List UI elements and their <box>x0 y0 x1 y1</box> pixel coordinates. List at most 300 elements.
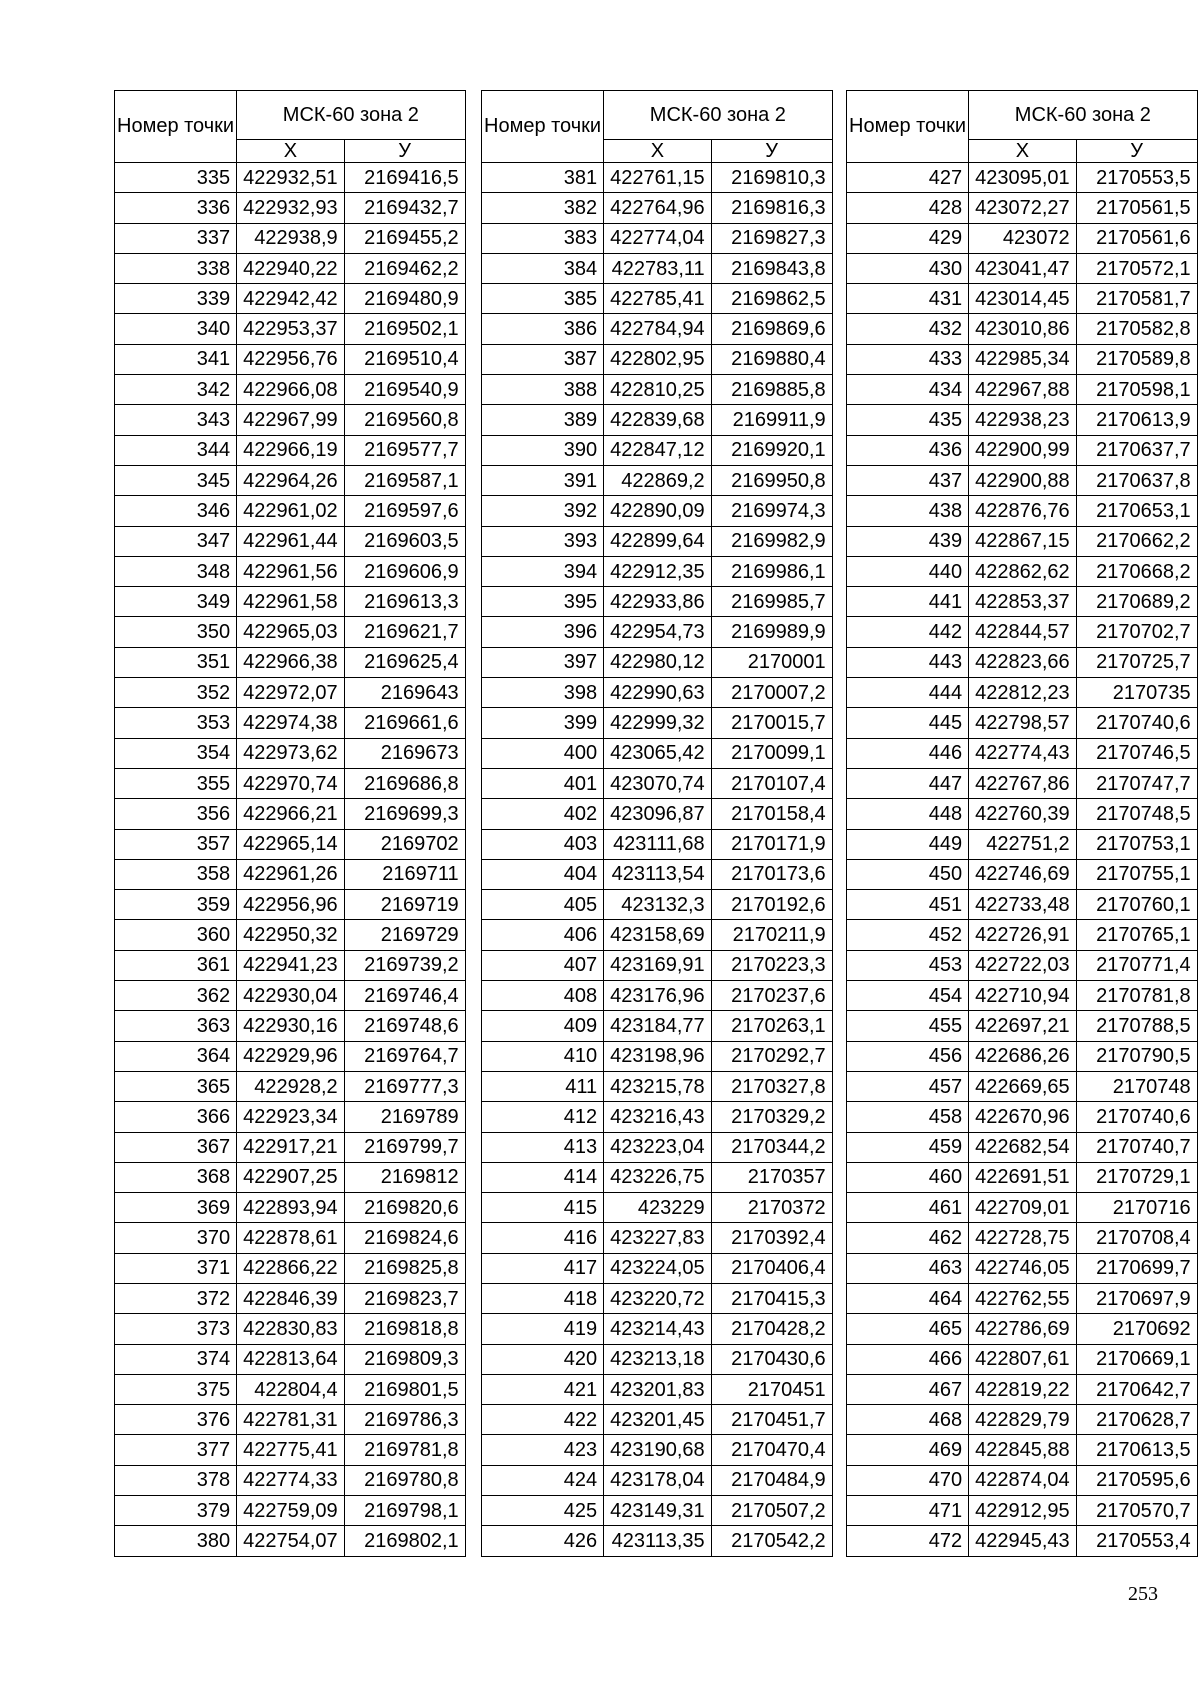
y-coordinate-cell: 2170192,6 <box>711 890 832 920</box>
y-coordinate-cell: 2170470,4 <box>711 1435 832 1465</box>
y-coordinate-cell: 2170735 <box>1076 678 1197 708</box>
y-coordinate-cell: 2170158,4 <box>711 799 832 829</box>
x-coordinate-cell: 422844,57 <box>969 617 1077 647</box>
point-number-cell: 397 <box>482 647 604 677</box>
y-coordinate-cell: 2169510,4 <box>344 344 465 374</box>
y-coordinate-cell: 2169661,6 <box>344 708 465 738</box>
x-column-header: Х <box>237 140 345 163</box>
point-number-cell: 351 <box>115 647 237 677</box>
point-number-cell: 361 <box>115 950 237 980</box>
point-number-cell: 338 <box>115 253 237 283</box>
table-row <box>482 890 833 920</box>
point-number-cell: 429 <box>847 223 969 253</box>
y-coordinate-cell: 2169801,5 <box>344 1374 465 1404</box>
y-coordinate-cell: 2169812 <box>344 1162 465 1192</box>
x-coordinate-cell: 422670,96 <box>969 1102 1077 1132</box>
x-coordinate-cell: 422961,56 <box>237 556 345 586</box>
y-coordinate-cell: 2169982,9 <box>711 526 832 556</box>
x-coordinate-cell: 422956,76 <box>237 344 345 374</box>
x-coordinate-cell: 422961,44 <box>237 526 345 556</box>
x-coordinate-cell: 423065,42 <box>604 738 712 768</box>
point-number-cell: 395 <box>482 587 604 617</box>
x-coordinate-cell: 422932,93 <box>237 193 345 223</box>
point-number-cell: 412 <box>482 1102 604 1132</box>
table-row <box>482 1132 833 1162</box>
x-coordinate-cell: 422899,64 <box>604 526 712 556</box>
x-coordinate-cell: 422746,05 <box>969 1253 1077 1283</box>
table-row <box>115 526 466 556</box>
point-number-cell: 360 <box>115 920 237 950</box>
point-number-cell: 436 <box>847 435 969 465</box>
point-number-header: Номер точки <box>847 91 969 163</box>
x-coordinate-cell: 422876,76 <box>969 496 1077 526</box>
point-number-cell: 364 <box>115 1041 237 1071</box>
point-number-cell: 382 <box>482 193 604 223</box>
point-number-cell: 375 <box>115 1374 237 1404</box>
table-row <box>847 405 1198 435</box>
y-coordinate-cell: 2169739,2 <box>344 950 465 980</box>
table-row <box>115 617 466 647</box>
x-coordinate-cell: 423216,43 <box>604 1102 712 1132</box>
point-number-cell: 462 <box>847 1223 969 1253</box>
point-number-cell: 420 <box>482 1344 604 1374</box>
table-row <box>482 859 833 889</box>
table-row <box>115 1011 466 1041</box>
point-number-cell: 335 <box>115 163 237 193</box>
point-number-cell: 381 <box>482 163 604 193</box>
point-number-cell: 367 <box>115 1132 237 1162</box>
table-row <box>847 708 1198 738</box>
y-coordinate-cell: 2170223,3 <box>711 950 832 980</box>
y-coordinate-cell: 2170760,1 <box>1076 890 1197 920</box>
x-coordinate-cell: 423158,69 <box>604 920 712 950</box>
x-coordinate-cell: 422874,04 <box>969 1465 1077 1495</box>
x-coordinate-cell: 423223,04 <box>604 1132 712 1162</box>
x-coordinate-cell: 422812,23 <box>969 678 1077 708</box>
x-coordinate-cell: 423113,35 <box>604 1526 712 1556</box>
x-coordinate-cell: 422783,11 <box>604 253 712 283</box>
x-coordinate-cell: 422775,41 <box>237 1435 345 1465</box>
point-number-cell: 471 <box>847 1496 969 1526</box>
y-coordinate-cell: 2170598,1 <box>1076 375 1197 405</box>
point-number-cell: 380 <box>115 1526 237 1556</box>
x-coordinate-cell: 422890,09 <box>604 496 712 526</box>
point-number-cell: 431 <box>847 284 969 314</box>
table-row <box>115 405 466 435</box>
x-coordinate-cell: 422761,15 <box>604 163 712 193</box>
point-number-cell: 386 <box>482 314 604 344</box>
x-coordinate-cell: 423010,86 <box>969 314 1077 344</box>
x-coordinate-cell: 422967,99 <box>237 405 345 435</box>
table-row <box>115 1071 466 1101</box>
x-coordinate-cell: 422990,63 <box>604 678 712 708</box>
y-coordinate-cell: 2170171,9 <box>711 829 832 859</box>
y-coordinate-cell: 2170107,4 <box>711 768 832 798</box>
y-coordinate-cell: 2170740,6 <box>1076 708 1197 738</box>
x-coordinate-cell: 422938,9 <box>237 223 345 253</box>
point-number-cell: 447 <box>847 768 969 798</box>
point-number-cell: 460 <box>847 1162 969 1192</box>
x-coordinate-cell: 422878,61 <box>237 1223 345 1253</box>
x-coordinate-cell: 423096,87 <box>604 799 712 829</box>
x-coordinate-cell: 422912,95 <box>969 1496 1077 1526</box>
point-number-cell: 398 <box>482 678 604 708</box>
y-coordinate-cell: 2170668,2 <box>1076 556 1197 586</box>
table-row <box>847 556 1198 586</box>
table-row <box>482 526 833 556</box>
table-row <box>482 950 833 980</box>
point-number-cell: 374 <box>115 1344 237 1374</box>
x-coordinate-cell: 423190,68 <box>604 1435 712 1465</box>
y-coordinate-cell: 2170570,7 <box>1076 1496 1197 1526</box>
table-row <box>115 768 466 798</box>
point-number-cell: 385 <box>482 284 604 314</box>
y-coordinate-cell: 2169719 <box>344 890 465 920</box>
x-coordinate-cell: 422966,38 <box>237 647 345 677</box>
y-coordinate-cell: 2170582,8 <box>1076 314 1197 344</box>
point-number-cell: 414 <box>482 1162 604 1192</box>
table-row <box>847 344 1198 374</box>
y-coordinate-cell: 2169789 <box>344 1102 465 1132</box>
point-number-cell: 372 <box>115 1283 237 1313</box>
table-row <box>847 193 1198 223</box>
x-coordinate-cell: 422853,37 <box>969 587 1077 617</box>
y-coordinate-cell: 2170372 <box>711 1193 832 1223</box>
point-number-cell: 425 <box>482 1496 604 1526</box>
point-number-cell: 470 <box>847 1465 969 1495</box>
table-row <box>482 708 833 738</box>
y-coordinate-cell: 2170716 <box>1076 1193 1197 1223</box>
point-number-cell: 399 <box>482 708 604 738</box>
x-coordinate-cell: 422697,21 <box>969 1011 1077 1041</box>
point-number-cell: 472 <box>847 1526 969 1556</box>
table-row <box>482 1405 833 1435</box>
table-row <box>115 163 466 193</box>
y-coordinate-cell: 2169843,8 <box>711 253 832 283</box>
x-coordinate-cell: 422839,68 <box>604 405 712 435</box>
y-coordinate-cell: 2170357 <box>711 1162 832 1192</box>
x-coordinate-cell: 422974,38 <box>237 708 345 738</box>
table-row <box>847 1102 1198 1132</box>
table-row <box>847 1132 1198 1162</box>
point-number-cell: 347 <box>115 526 237 556</box>
y-coordinate-cell: 2170595,6 <box>1076 1465 1197 1495</box>
point-number-cell: 410 <box>482 1041 604 1071</box>
y-coordinate-cell: 2169673 <box>344 738 465 768</box>
y-coordinate-cell: 2170748 <box>1076 1071 1197 1101</box>
point-number-cell: 377 <box>115 1435 237 1465</box>
table-row <box>847 1344 1198 1374</box>
y-coordinate-cell: 2169862,5 <box>711 284 832 314</box>
point-number-cell: 458 <box>847 1102 969 1132</box>
x-coordinate-cell: 423224,05 <box>604 1253 712 1283</box>
point-number-cell: 461 <box>847 1193 969 1223</box>
point-number-cell: 464 <box>847 1283 969 1313</box>
x-coordinate-cell: 422751,2 <box>969 829 1077 859</box>
y-coordinate-cell: 2169869,6 <box>711 314 832 344</box>
x-coordinate-cell: 422813,64 <box>237 1344 345 1374</box>
x-coordinate-cell: 422938,23 <box>969 405 1077 435</box>
table-row <box>847 738 1198 768</box>
x-coordinate-cell: 422966,08 <box>237 375 345 405</box>
point-number-cell: 343 <box>115 405 237 435</box>
x-coordinate-cell: 422845,88 <box>969 1435 1077 1465</box>
y-coordinate-cell: 2170765,1 <box>1076 920 1197 950</box>
point-number-cell: 396 <box>482 617 604 647</box>
point-number-cell: 368 <box>115 1162 237 1192</box>
point-number-cell: 342 <box>115 375 237 405</box>
y-coordinate-cell: 2170428,2 <box>711 1314 832 1344</box>
x-coordinate-cell: 422819,22 <box>969 1374 1077 1404</box>
coordinates-table-3 <box>846 90 1198 1557</box>
y-coordinate-cell: 2170753,1 <box>1076 829 1197 859</box>
x-coordinate-cell: 422945,43 <box>969 1526 1077 1556</box>
x-coordinate-cell: 422733,48 <box>969 890 1077 920</box>
point-number-cell: 358 <box>115 859 237 889</box>
y-coordinate-cell: 2170572,1 <box>1076 253 1197 283</box>
point-number-cell: 440 <box>847 556 969 586</box>
table-row <box>482 496 833 526</box>
point-number-cell: 389 <box>482 405 604 435</box>
point-number-cell: 344 <box>115 435 237 465</box>
table-body <box>482 163 833 1557</box>
y-coordinate-cell: 2169587,1 <box>344 465 465 495</box>
y-coordinate-cell: 2170553,5 <box>1076 163 1197 193</box>
table-row <box>482 1314 833 1344</box>
y-coordinate-cell: 2169824,6 <box>344 1223 465 1253</box>
point-number-cell: 349 <box>115 587 237 617</box>
table-row <box>847 526 1198 556</box>
x-coordinate-cell: 422774,43 <box>969 738 1077 768</box>
table-row <box>847 1283 1198 1313</box>
y-coordinate-cell: 2169777,3 <box>344 1071 465 1101</box>
point-number-cell: 416 <box>482 1223 604 1253</box>
x-coordinate-cell: 422829,79 <box>969 1405 1077 1435</box>
table-row <box>482 1223 833 1253</box>
point-number-cell: 354 <box>115 738 237 768</box>
x-coordinate-cell: 423213,18 <box>604 1344 712 1374</box>
y-coordinate-cell: 2169432,7 <box>344 193 465 223</box>
y-coordinate-cell: 2169746,4 <box>344 981 465 1011</box>
table-row <box>115 1496 466 1526</box>
y-coordinate-cell: 2169606,9 <box>344 556 465 586</box>
y-coordinate-cell: 2170613,5 <box>1076 1435 1197 1465</box>
point-number-cell: 336 <box>115 193 237 223</box>
point-number-cell: 427 <box>847 163 969 193</box>
y-coordinate-cell: 2170099,1 <box>711 738 832 768</box>
table-row <box>847 981 1198 1011</box>
point-number-cell: 432 <box>847 314 969 344</box>
table-row <box>482 1071 833 1101</box>
table-row <box>847 1314 1198 1344</box>
y-coordinate-cell: 2170708,4 <box>1076 1223 1197 1253</box>
point-number-cell: 459 <box>847 1132 969 1162</box>
point-number-cell: 379 <box>115 1496 237 1526</box>
x-coordinate-cell: 423169,91 <box>604 950 712 980</box>
x-coordinate-cell: 423227,83 <box>604 1223 712 1253</box>
y-coordinate-cell: 2169455,2 <box>344 223 465 253</box>
x-coordinate-cell: 422929,96 <box>237 1041 345 1071</box>
table-row <box>115 556 466 586</box>
y-coordinate-cell: 2169686,8 <box>344 768 465 798</box>
x-coordinate-cell: 423220,72 <box>604 1283 712 1313</box>
y-coordinate-cell: 2169786,3 <box>344 1405 465 1435</box>
x-coordinate-cell: 422930,16 <box>237 1011 345 1041</box>
y-column-header: У <box>1076 140 1197 163</box>
x-coordinate-cell: 422900,99 <box>969 435 1077 465</box>
y-coordinate-cell: 2170771,4 <box>1076 950 1197 980</box>
y-coordinate-cell: 2169985,7 <box>711 587 832 617</box>
point-number-cell: 451 <box>847 890 969 920</box>
y-coordinate-cell: 2170173,6 <box>711 859 832 889</box>
x-coordinate-cell: 422966,19 <box>237 435 345 465</box>
x-column-header: Х <box>969 140 1077 163</box>
y-coordinate-cell: 2170237,6 <box>711 981 832 1011</box>
y-coordinate-cell: 2169986,1 <box>711 556 832 586</box>
table-row <box>115 1041 466 1071</box>
table-row <box>115 314 466 344</box>
y-coordinate-cell: 2170451 <box>711 1374 832 1404</box>
table-row <box>115 1526 466 1556</box>
point-number-cell: 371 <box>115 1253 237 1283</box>
x-coordinate-cell: 422847,12 <box>604 435 712 465</box>
x-coordinate-cell: 422686,26 <box>969 1041 1077 1071</box>
point-number-cell: 446 <box>847 738 969 768</box>
point-number-cell: 369 <box>115 1193 237 1223</box>
point-number-cell: 393 <box>482 526 604 556</box>
y-coordinate-cell: 2169823,7 <box>344 1283 465 1313</box>
x-coordinate-cell: 422912,35 <box>604 556 712 586</box>
table-row <box>847 163 1198 193</box>
table-row <box>115 193 466 223</box>
point-number-cell: 417 <box>482 1253 604 1283</box>
y-column-header: У <box>344 140 465 163</box>
y-coordinate-cell: 2170662,2 <box>1076 526 1197 556</box>
x-coordinate-cell: 422941,23 <box>237 950 345 980</box>
table-row <box>482 1344 833 1374</box>
table-row <box>115 1405 466 1435</box>
x-coordinate-cell: 423072 <box>969 223 1077 253</box>
y-coordinate-cell: 2169711 <box>344 859 465 889</box>
x-coordinate-cell: 422726,91 <box>969 920 1077 950</box>
table-row <box>847 587 1198 617</box>
x-coordinate-cell: 423132,3 <box>604 890 712 920</box>
y-coordinate-cell: 2169613,3 <box>344 587 465 617</box>
point-number-cell: 362 <box>115 981 237 1011</box>
table-row <box>482 314 833 344</box>
y-coordinate-cell: 2169802,1 <box>344 1526 465 1556</box>
table-row <box>847 1253 1198 1283</box>
y-coordinate-cell: 2170329,2 <box>711 1102 832 1132</box>
x-coordinate-cell: 422985,34 <box>969 344 1077 374</box>
point-number-cell: 407 <box>482 950 604 980</box>
table-row <box>847 1193 1198 1223</box>
table-row <box>482 1465 833 1495</box>
point-number-cell: 424 <box>482 1465 604 1495</box>
table-row <box>482 1011 833 1041</box>
table-row <box>115 799 466 829</box>
y-coordinate-cell: 2169920,1 <box>711 435 832 465</box>
x-coordinate-cell: 422923,34 <box>237 1102 345 1132</box>
y-coordinate-cell: 2170451,7 <box>711 1405 832 1435</box>
table-row <box>847 950 1198 980</box>
y-coordinate-cell: 2170542,2 <box>711 1526 832 1556</box>
y-coordinate-cell: 2169798,1 <box>344 1496 465 1526</box>
table-row <box>847 1465 1198 1495</box>
y-coordinate-cell: 2170344,2 <box>711 1132 832 1162</box>
table-row <box>482 920 833 950</box>
table-row <box>115 829 466 859</box>
table-row <box>847 284 1198 314</box>
table-body <box>847 163 1198 1557</box>
point-number-cell: 457 <box>847 1071 969 1101</box>
page-number: 253 <box>1128 1583 1158 1605</box>
y-coordinate-cell: 2170748,5 <box>1076 799 1197 829</box>
table-row <box>482 253 833 283</box>
y-coordinate-cell: 2169748,6 <box>344 1011 465 1041</box>
y-coordinate-cell: 2170755,1 <box>1076 859 1197 889</box>
y-coordinate-cell: 2169560,8 <box>344 405 465 435</box>
table-row <box>847 799 1198 829</box>
y-coordinate-cell: 2170697,9 <box>1076 1283 1197 1313</box>
point-number-cell: 401 <box>482 768 604 798</box>
x-coordinate-cell: 422746,69 <box>969 859 1077 889</box>
x-coordinate-cell: 423178,04 <box>604 1465 712 1495</box>
point-number-cell: 348 <box>115 556 237 586</box>
point-number-cell: 404 <box>482 859 604 889</box>
table-row <box>115 738 466 768</box>
x-coordinate-cell: 422830,83 <box>237 1314 345 1344</box>
table-row <box>115 647 466 677</box>
x-coordinate-cell: 423184,77 <box>604 1011 712 1041</box>
table-row <box>847 1071 1198 1101</box>
y-coordinate-cell: 2169816,3 <box>711 193 832 223</box>
y-coordinate-cell: 2170725,7 <box>1076 647 1197 677</box>
point-number-cell: 469 <box>847 1435 969 1465</box>
table-row <box>482 829 833 859</box>
table-row <box>482 799 833 829</box>
x-coordinate-cell: 422785,41 <box>604 284 712 314</box>
table-row <box>115 1162 466 1192</box>
table-row <box>847 223 1198 253</box>
x-coordinate-cell: 422798,57 <box>969 708 1077 738</box>
y-coordinate-cell: 2169729 <box>344 920 465 950</box>
y-coordinate-cell: 2170746,5 <box>1076 738 1197 768</box>
point-number-cell: 450 <box>847 859 969 889</box>
point-number-cell: 341 <box>115 344 237 374</box>
point-number-cell: 434 <box>847 375 969 405</box>
table-row <box>115 435 466 465</box>
table-row <box>847 465 1198 495</box>
y-coordinate-cell: 2169885,8 <box>711 375 832 405</box>
x-coordinate-cell: 422722,03 <box>969 950 1077 980</box>
table-row <box>482 981 833 1011</box>
y-coordinate-cell: 2170561,6 <box>1076 223 1197 253</box>
table-row <box>115 981 466 1011</box>
point-number-cell: 466 <box>847 1344 969 1374</box>
point-number-cell: 394 <box>482 556 604 586</box>
point-number-cell: 346 <box>115 496 237 526</box>
x-coordinate-cell: 423214,43 <box>604 1314 712 1344</box>
y-coordinate-cell: 2170637,7 <box>1076 435 1197 465</box>
x-coordinate-cell: 422804,4 <box>237 1374 345 1404</box>
x-coordinate-cell: 423215,78 <box>604 1071 712 1101</box>
y-coordinate-cell: 2170415,3 <box>711 1283 832 1313</box>
x-coordinate-cell: 422964,26 <box>237 465 345 495</box>
table-row <box>115 253 466 283</box>
y-coordinate-cell: 2170628,7 <box>1076 1405 1197 1435</box>
table-row <box>115 1435 466 1465</box>
